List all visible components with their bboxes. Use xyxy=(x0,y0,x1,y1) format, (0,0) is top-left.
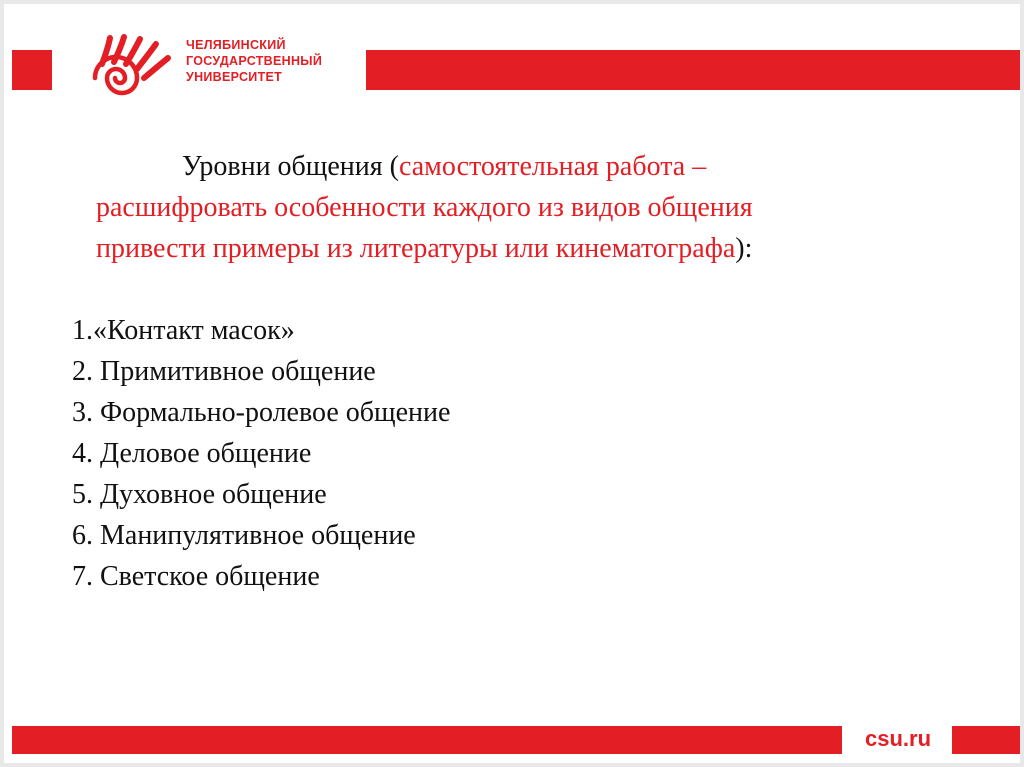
slide-heading xyxy=(96,146,996,269)
university-name-line3: УНИВЕРСИТЕТ xyxy=(186,70,283,84)
university-name xyxy=(186,37,322,85)
footer-bar-right xyxy=(952,726,1020,754)
heading-red-3: привести примеры из литературы или кинематографа xyxy=(96,233,736,264)
heading-line1 xyxy=(96,146,996,187)
university-logo-icon xyxy=(80,34,176,108)
communication-levels-list xyxy=(72,310,450,597)
list-item: 7. Светское общение xyxy=(72,561,320,592)
list-item: 3. Формально-ролевое общение xyxy=(72,397,451,428)
list-item: 2. Примитивное общение xyxy=(72,356,376,387)
heading-red-1: самостоятельная работа – xyxy=(398,151,707,182)
university-name-line2: ГОСУДАРСТВЕННЫЙ xyxy=(186,54,323,68)
heading-line3 xyxy=(96,228,996,269)
header-bar-left xyxy=(12,50,52,90)
university-name-line1: ЧЕЛЯБИНСКИЙ xyxy=(186,38,286,52)
list-item: 6. Манипулятивное общение xyxy=(72,520,416,551)
slide xyxy=(4,4,1020,763)
heading-end: ): xyxy=(735,233,753,264)
heading-red-2: расшифровать особенности каждого из видов общения xyxy=(96,192,753,223)
footer-bar-left xyxy=(12,726,842,754)
site-link[interactable]: csu.ru xyxy=(864,726,932,751)
list-item: 5. Духовное общение xyxy=(72,479,327,510)
list-item: 4. Деловое общение xyxy=(72,438,312,469)
list-item: 1.«Контакт масок» xyxy=(72,315,295,346)
heading-start: Уровни общения ( xyxy=(182,151,399,182)
header-bar-right xyxy=(366,50,1020,90)
